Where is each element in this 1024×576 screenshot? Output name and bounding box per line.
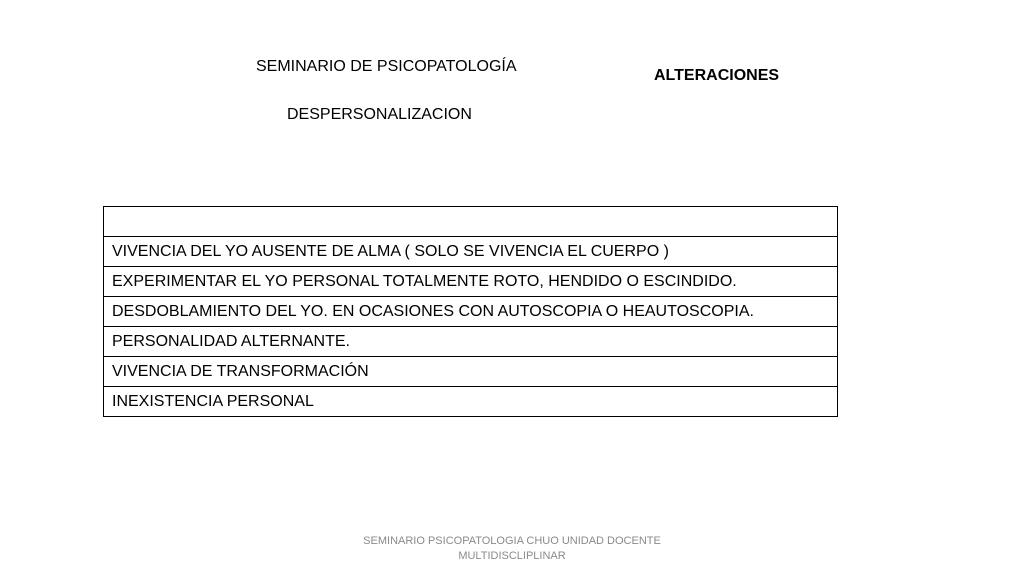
slide-title: SEMINARIO DE PSICOPATOLOGÍA — [256, 58, 517, 75]
alterations-table — [103, 206, 838, 417]
table-cell: VIVENCIA DEL YO AUSENTE DE ALMA ( SOLO SE VIVENCIA EL CUERPO ) — [104, 237, 838, 267]
table-cell: INEXISTENCIA PERSONAL — [104, 387, 838, 417]
table-row — [104, 267, 838, 297]
table-cell: EXPERIMENTAR EL YO PERSONAL TOTALMENTE ROTO, HENDIDO O ESCINDIDO. — [104, 267, 838, 297]
table-cell: DESDOBLAMIENTO DEL YO. EN OCASIONES CON AUTOSCOPIA O HEAUTOSCOPIA. — [104, 297, 838, 327]
table-row — [104, 207, 838, 237]
table-row — [104, 237, 838, 267]
table-cell — [104, 207, 838, 237]
table-row — [104, 357, 838, 387]
table-cell: VIVENCIA DE TRANSFORMACIÓN — [104, 357, 838, 387]
section-heading: ALTERACIONES — [654, 67, 780, 84]
table-row — [104, 297, 838, 327]
table-row — [104, 327, 838, 357]
footer-line: MULTIDISCLIPLINAR — [458, 550, 566, 562]
footer-line: SEMINARIO PSICOPATOLOGIA CHUO UNIDAD DOCENTE — [363, 535, 661, 547]
table-cell: PERSONALIDAD ALTERNANTE. — [104, 327, 838, 357]
slide-footer — [312, 534, 712, 564]
slide-subtitle: DESPERSONALIZACION — [287, 106, 472, 123]
table-row — [104, 387, 838, 417]
